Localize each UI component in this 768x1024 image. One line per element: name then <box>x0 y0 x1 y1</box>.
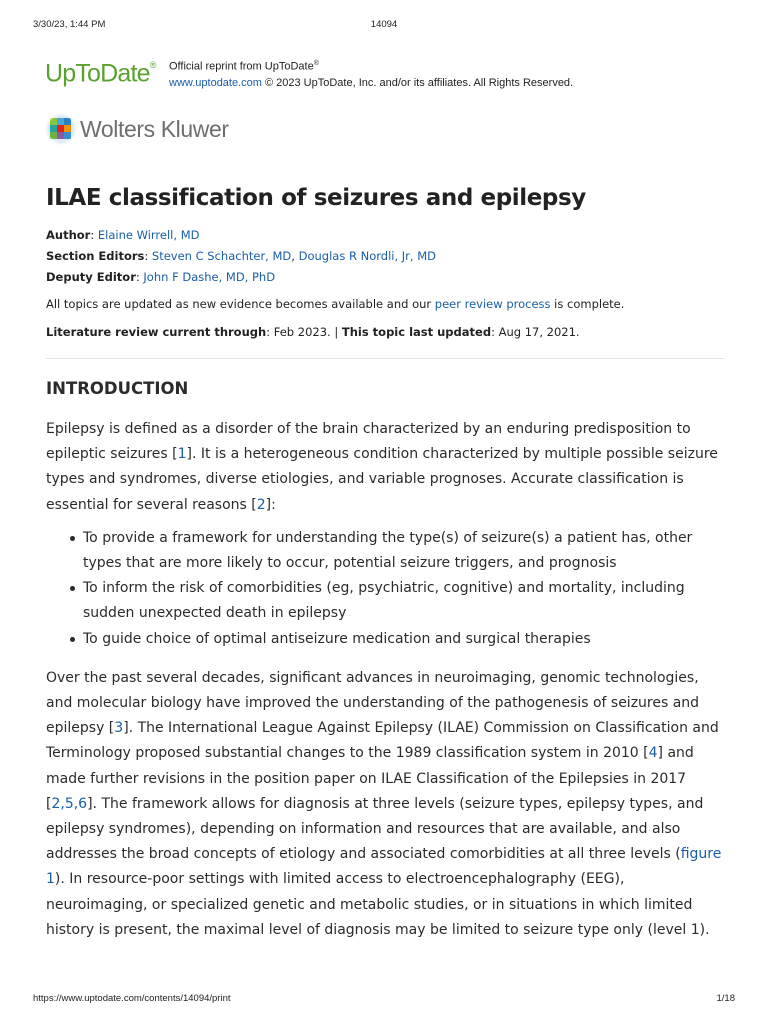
paragraph-text: Over the past several decades, significant advances in neuroimaging, genomic technologies, and molecular biology have improved the understanding of the pathogenesis of seizures and epilepsy [ <box>46 669 700 737</box>
section-editors-label: Section Editors <box>46 249 145 263</box>
print-timestamp: 3/30/23, 1:44 PM <box>33 19 106 30</box>
paragraph-text: ]. The framework allows for diagnosis at three levels (seizure types, epilepsy types, and epilepsy syndromes), depending on information and resources that are available, and also addresses the broad concepts of etiology and associated comorbidities at all three levels ( <box>46 795 704 863</box>
lit-review-value: : Feb 2023. | <box>266 325 342 339</box>
last-updated-value: : Aug 17, 2021. <box>491 325 580 339</box>
section-heading-introduction: INTRODUCTION <box>46 379 189 398</box>
intro-paragraph-1 <box>46 417 724 518</box>
intro-paragraph-2 <box>46 666 724 943</box>
paragraph-text: ] and made further revisions in the position paper on ILAE Classification of the Epilepsies in 2017 [ <box>46 745 694 812</box>
author-link[interactable]: Elaine Wirrell, MD <box>97 228 200 242</box>
divider <box>46 358 724 359</box>
list-item: To provide a framework for understanding the type(s) of seizure(s) a patient has, other types that are more likely to occur, potential seizure triggers, and prognosis <box>83 526 724 576</box>
author-label: Author <box>46 228 91 242</box>
reference-link[interactable]: 2 <box>256 496 266 513</box>
print-url: https://www.uptodate.com/contents/14094/print <box>33 993 231 1004</box>
paragraph-text: ]: <box>265 496 276 513</box>
section-editor-link[interactable]: Douglas R Nordli, Jr, MD <box>298 249 436 263</box>
section-editor-link[interactable]: Steven C Schachter, MD <box>151 249 292 263</box>
paragraph-text: Epilepsy is defined as a disorder of the brain characterized by an enduring predisposition to epileptic seizures [ <box>46 421 691 463</box>
update-note <box>46 294 724 315</box>
deputy-editor-link[interactable]: John F Dashe, MD, PhD <box>143 270 276 284</box>
article <box>46 178 724 943</box>
list-item: To inform the risk of comorbidities (eg, psychiatric, cognitive) and mortality, including sudden unexpected death in epilepsy <box>83 576 724 626</box>
wolters-kluwer-globe-icon <box>45 113 77 145</box>
list-item: To guide choice of optimal antiseizure medication and surgical therapies <box>83 627 724 652</box>
logo-text: UpToDate <box>45 59 150 88</box>
publisher-name: Wolters Kluwer <box>80 115 229 142</box>
wolters-kluwer-logo <box>45 113 229 145</box>
reprint-registered-mark: ® <box>313 60 319 67</box>
update-note-text: is complete. <box>550 297 625 311</box>
section-editors-line: Section Editors: Steven C Schachter, MD, Douglas R Nordli, Jr, MD <box>46 249 436 263</box>
deputy-editor-line: Deputy Editor: John F Dashe, MD, PhD <box>46 270 276 284</box>
reference-link[interactable]: 2,5,6 <box>51 795 88 812</box>
copyright-text: © 2023 UpToDate, Inc. and/or its affiliates. All Rights Reserved. <box>261 76 574 89</box>
reprint-line: Official reprint from UpToDate <box>169 60 314 73</box>
print-doc-id: 14094 <box>370 19 398 30</box>
lit-review-label: Literature review current through <box>46 325 267 339</box>
reference-link[interactable]: 3 <box>114 720 124 737</box>
review-status <box>46 322 724 343</box>
logo-registered-mark: ® <box>149 60 156 70</box>
paragraph-text: ). In resource-poor settings with limited access to electroencephalography (EEG), neuroimaging, or specialized genetic and metabolic studies, or in situations in which limited history is present, the maximal level of diagnosis may be limited to seizure type only (level 1). <box>46 871 710 938</box>
deputy-editor-label: Deputy Editor <box>46 270 136 284</box>
reference-link[interactable]: 4 <box>648 745 658 762</box>
reference-link[interactable]: 1 <box>177 446 187 463</box>
page-number: 1/18 <box>716 993 735 1004</box>
article-title: ILAE classification of seizures and epilepsy <box>46 185 586 211</box>
site-link[interactable]: www.uptodate.com <box>169 76 262 89</box>
peer-review-link[interactable]: peer review process <box>434 297 551 311</box>
reprint-notice <box>169 56 689 91</box>
paragraph-text: ]. The International League Against Epilepsy (ILAE) Commission on Classification and Terminology proposed substantial changes to the 1989 classification system in 2010 [ <box>46 720 719 762</box>
author-line: Author: Elaine Wirrell, MD <box>46 228 200 242</box>
article-credits <box>46 225 724 288</box>
update-note-text: All topics are updated as new evidence becomes available and our <box>46 297 435 311</box>
uptodate-logo[interactable] <box>45 55 156 87</box>
paragraph-text: ]. It is a heterogeneous condition characterized by multiple possible seizure types and syndromes, diverse etiologies, and variable prognoses. Accurate classification is essential for several reasons [ <box>46 446 718 513</box>
last-updated-label: This topic last updated <box>341 325 492 339</box>
reasons-list <box>46 526 724 652</box>
figure-link[interactable]: figure 1 <box>46 846 722 888</box>
